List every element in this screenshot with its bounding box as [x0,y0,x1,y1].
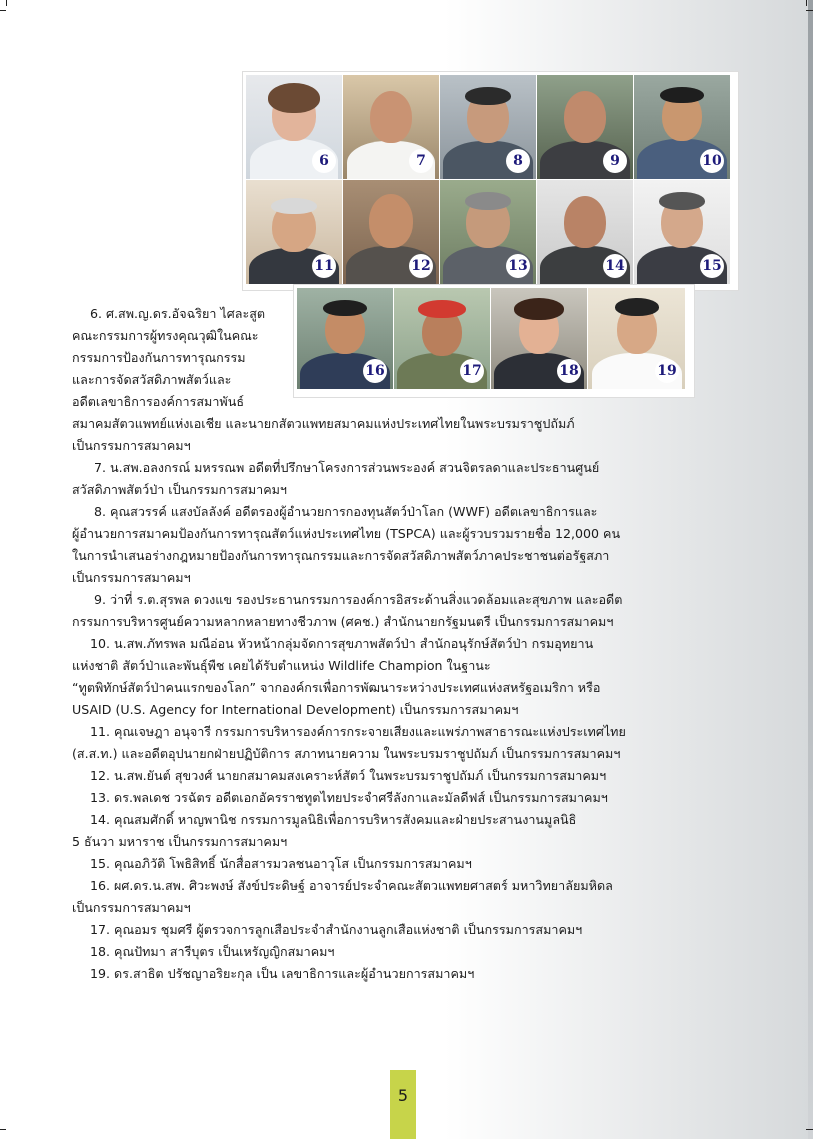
portrait-13 [440,180,536,284]
crop-mark [806,0,807,6]
portrait-number: 13 [506,254,530,278]
text-line: ผู้อำนวยการสมาคมป้องกันการทารุณสัตว์แห่งประเทศไทย (TSPCA) และผู้รวบรวมรายชื่อ 12,000 คน [72,526,621,541]
portrait-15 [634,180,730,284]
text-line: สมาคมสัตวแพทย์แห่งเอเชีย และนายกสัตวแพทยสมาคมแห่งประเทศไทยในพระบรมราชูปถัมภ์ [72,416,575,431]
portrait-18 [491,288,587,389]
text-line: 6. ศ.สพ.ญ.ดร.อัจฉริยา ไศละสูต [90,306,266,321]
page-number: 5 [397,1086,409,1105]
text-line: USAID (U.S. Agency for International Development) เป็นกรรมการสมาคมฯ [72,702,519,717]
portrait-number: 6 [312,149,336,173]
crop-mark [0,10,6,11]
crop-mark [806,10,813,11]
portrait-14 [537,180,633,284]
text-line: “ทูตพิทักษ์สัตว์ป่าคนแรกของโลก” จากองค์กรเพื่อการพัฒนาระหว่างประเทศแห่งสหรัฐอเมริกา หรือ [72,680,601,695]
text-line: 16. ผศ.ดร.น.สพ. ศิวะพงษ์ สังข์ประดิษฐ์ อาจารย์ประจำคณะสัตวแพทยศาสตร์ มหาวิทยาลัยมหิดล [90,878,613,893]
text-line: แห่งชาติ สัตว์ป่าและพันธุ์พืช เคยได้รับตำแหน่ง Wildlife Champion ในฐานะ [72,658,491,673]
text-line: 17. คุณอมร ชุมศรี ผู้ตรวจการลูกเสือประจำสำนักงานลูกเสือแห่งชาติ เป็นกรรมการสมาคมฯ [90,922,583,937]
text-line: กรรมการป้องกันการทารุณกรรม [72,350,246,365]
portrait-9 [537,75,633,179]
text-line: สวัสดิภาพสัตว์ป่า เป็นกรรมการสมาคมฯ [72,482,287,497]
crop-mark [0,1129,6,1130]
portrait-7 [343,75,439,179]
portrait-number: 17 [460,359,484,383]
portrait-number: 8 [506,149,530,173]
portrait-11 [246,180,342,284]
text-line: 5 ธันวา มหาราช เป็นกรรมการสมาคมฯ [72,834,288,849]
text-line: 19. ดร.สาธิต ปรัชญาอริยะกุล เป็น เลขาธิการและผู้อำนวยการสมาคมฯ [90,966,475,981]
text-line: 11. คุณเจษฎา อนุจารี กรรมการบริหารองค์การกระจายเสียงและแพร่ภาพสาธารณะแห่งประเทศไทย [90,724,626,739]
text-line: 7. น.สพ.อลงกรณ์ มหรรณพ อดีตที่ปรึกษาโครงการส่วนพระองค์ สวนจิตรลดาและประธานศูนย์ [94,460,600,475]
text-line: และการจัดสวัสดิภาพสัตว์และ [72,372,232,387]
portrait-number: 16 [363,359,387,383]
page-edge-band [808,0,813,1139]
text-line: ในการนำเสนอร่างกฎหมายป้องกันการทารุณกรรมและการจัดสวัสดิภาพสัตว์ภาคประชาชนต่อรัฐสภา [72,548,610,563]
portrait-number: 11 [312,254,336,278]
text-line: คณะกรรมการผู้ทรงคุณวุฒิในคณะ [72,328,259,343]
portrait-number: 9 [603,149,627,173]
text-line: เป็นกรรมการสมาคมฯ [72,438,191,453]
text-line: 15. คุณอภิวัติ โพธิสิทธิ์ นักสื่อสารมวลชนอาวุโส เป็นกรรมการสมาคมฯ [90,856,472,871]
portrait-number: 19 [655,359,679,383]
text-line: 10. น.สพ.ภัทรพล มณีอ่อน หัวหน้ากลุ่มจัดการสุขภาพสัตว์ป่า สำนักอนุรักษ์สัตว์ป่า กรมอุทยาน [90,636,594,651]
portrait-16 [297,288,393,389]
crop-mark [6,0,7,6]
text-line: กรรมการบริหารศูนย์ความหลากหลายทางชีวภาพ (ศคช.) สำนักนายกรัฐมนตรี เป็นกรรมการสมาคมฯ [72,614,614,629]
portrait-12 [343,180,439,284]
portrait-number: 14 [603,254,627,278]
portrait-number: 12 [409,254,433,278]
text-line: 14. คุณสมศักดิ์ หาญพานิช กรรมการมูลนิธิเพื่อการบริหารสังคมและฝ่ายประสานงานมูลนิธิ [90,812,577,827]
portrait-number: 18 [557,359,581,383]
portrait-17 [394,288,490,389]
text-line: 9. ว่าที่ ร.ต.สุรพล ดวงแข รองประธานกรรมการองค์การอิสระด้านสิ่งแวดล้อมและสุขภาพ และอดีต [94,592,623,607]
text-line: 8. คุณสวรรค์ แสงบัลลังค์ อดีตรองผู้อำนวยการกองทุนสัตว์ป่าโลก (WWF) อดีตเลขาธิการและ [94,504,598,519]
portrait-19 [588,288,685,389]
text-line: 18. คุณปัทมา สารีบุตร เป็นเหรัญญิกสมาคมฯ [90,944,335,959]
portrait-number: 15 [700,254,724,278]
portrait-8 [440,75,536,179]
crop-mark [806,1129,813,1130]
portrait-6 [246,75,342,179]
text-line: อดีตเลขาธิการองค์การสมาพันธ์ [72,394,245,409]
text-line: เป็นกรรมการสมาคมฯ [72,570,191,585]
text-line: 12. น.สพ.ยันต์ สุขวงศ์ นายกสมาคมสงเคราะห์สัตว์ ในพระบรมราชูปถัมภ์ เป็นกรรมการสมาคมฯ [90,768,607,783]
text-line: 13. ดร.พลเดช วรฉัตร อดีตเอกอัครราชทูตไทยประจำศรีลังกาและมัลดีฟส์ เป็นกรรมการสมาคมฯ [90,790,608,805]
text-line: เป็นกรรมการสมาคมฯ [72,900,191,915]
portrait-number: 7 [409,149,433,173]
text-line: (ส.ส.ท.) และอดีตอุปนายกฝ่ายปฏิบัติการ สภาทนายความ ในพระบรมราชูปถัมภ์ เป็นกรรมการสมาคมฯ [72,746,621,761]
page-number-tab [390,1070,416,1139]
portrait-number: 10 [700,149,724,173]
portrait-10 [634,75,730,179]
